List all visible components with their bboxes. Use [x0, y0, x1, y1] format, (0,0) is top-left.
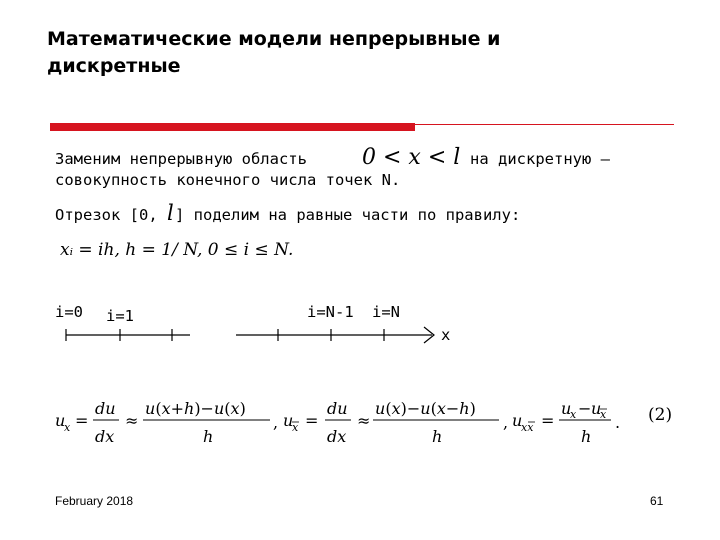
svg-text:h: h — [581, 427, 592, 446]
grid-label-iN: i=N — [372, 303, 400, 321]
svg-text:=: = — [75, 411, 89, 430]
discretization-rule: xᵢ = ih, h = 1/ N, 0 ≤ i ≤ N. — [60, 240, 294, 260]
svg-text:u: u — [55, 411, 66, 430]
svg-text:u: u — [283, 411, 294, 430]
para1-text-before: Заменим непрерывную область — [55, 150, 307, 168]
svg-text:=: = — [541, 411, 555, 430]
svg-text:x: x — [570, 408, 577, 421]
svg-text:≈: ≈ — [125, 411, 139, 430]
svg-text:u: u — [561, 399, 572, 418]
difference-formulas — [55, 390, 685, 450]
grid-label-i0: i=0 — [55, 303, 83, 321]
para1-text-after: на дискретную – — [470, 150, 610, 168]
axis-name-x: x — [441, 326, 451, 344]
svg-text:u: u — [512, 411, 523, 430]
para2-text-before: Отрезок [0, — [55, 206, 158, 224]
svg-text:≈: ≈ — [357, 411, 371, 430]
svg-text:.: . — [615, 413, 621, 432]
footer-page-number: 61 — [650, 494, 664, 508]
slide-title-line1: Математические модели непрерывные и — [47, 28, 501, 50]
svg-text:,: , — [503, 413, 509, 432]
slide-title-line2: дискретные — [47, 55, 181, 77]
footer-date: February 2018 — [55, 494, 134, 508]
svg-text:h: h — [432, 427, 443, 446]
svg-text:u(x+h)−u(x): u(x+h)−u(x) — [145, 399, 246, 418]
para2-text-after: ] поделим на равные части по правилу: — [175, 206, 521, 224]
svg-text:u(x)−u(x−h): u(x)−u(x−h) — [375, 399, 476, 418]
svg-text:h: h — [203, 427, 214, 446]
svg-text:,: , — [273, 413, 279, 432]
grid-label-i1: i=1 — [106, 307, 134, 325]
svg-text:u: u — [591, 399, 602, 418]
grid-label-iN-1: i=N-1 — [307, 303, 354, 321]
svg-text:du: du — [327, 399, 348, 418]
inequality-formula: 0 < x < l — [362, 145, 461, 170]
svg-text:x: x — [600, 408, 607, 421]
svg-text:x: x — [292, 421, 299, 434]
svg-text:−: − — [578, 399, 592, 418]
svg-text:du: du — [95, 399, 116, 418]
svg-text:xx: xx — [521, 421, 534, 434]
svg-text:=: = — [305, 411, 319, 430]
svg-text:dx: dx — [95, 427, 115, 446]
svg-text:dx: dx — [327, 427, 347, 446]
svg-text:x: x — [64, 421, 71, 434]
segment-length-symbol: l — [167, 201, 174, 225]
para1-line2: совокупность конечного числа точек N. — [55, 171, 401, 189]
formula-number: (2) — [648, 405, 673, 425]
